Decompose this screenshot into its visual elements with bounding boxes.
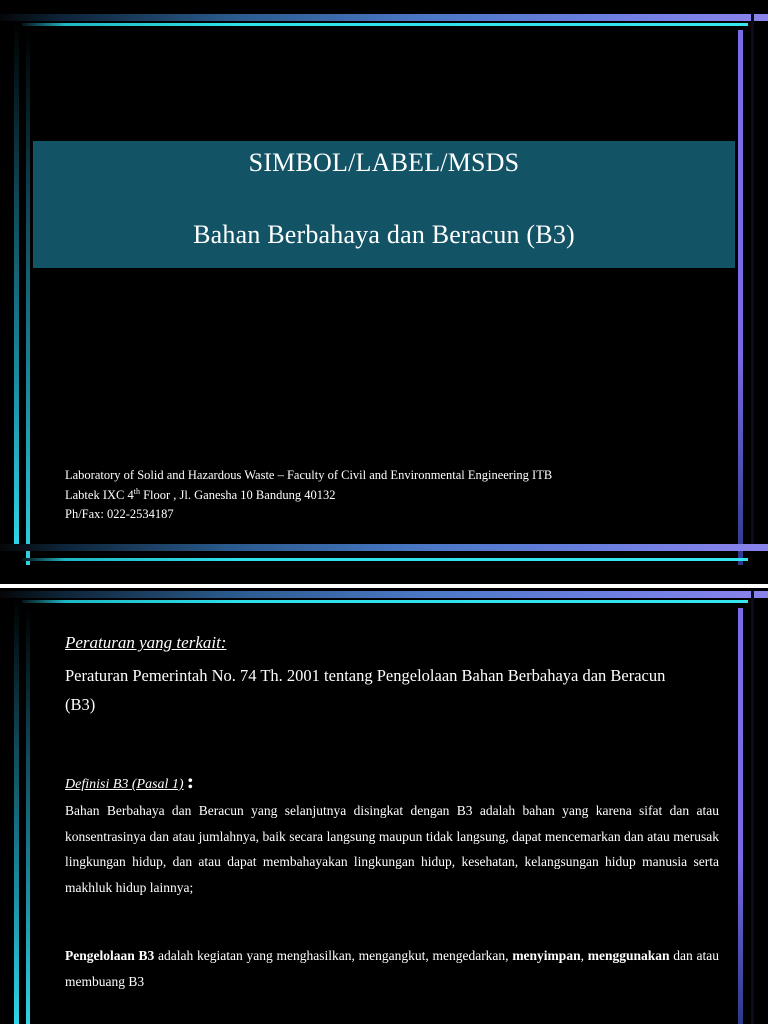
definition-heading — [65, 769, 194, 793]
top-cyan-line — [22, 23, 748, 26]
left-cyan-bar — [14, 22, 19, 544]
term-menggunakan: menggunakan — [587, 948, 670, 963]
institution-info — [65, 466, 552, 525]
management-comma: , — [580, 948, 588, 963]
definition-text: Bahan Berbahaya dan Beracun yang selanjutnya disingkat dengan B3 adalah bahan yang karena sifat dan atau konsentrasinya dan atau jumlahnya, baik secara langsung maupun tidak langsung, dapat mencemarkan dan atau merusak lingkungan hidup, dan atau dapat membahayakan lingkungan hidup, kesehatan, kelangsungan hidup manusia serta makhluk hidup lainnya; — [65, 803, 719, 895]
definition-heading-text: Definisi B3 (Pasal 1) — [65, 777, 184, 792]
right-dark-bar — [751, 14, 754, 544]
title-band — [33, 141, 735, 268]
address-part: Labtek IXC 4 — [65, 487, 134, 502]
bottom-gradient-bar — [0, 544, 768, 551]
right-violet-bar — [738, 30, 743, 565]
term-menyimpan: menyimpan — [512, 948, 581, 963]
slide-subtitle: Bahan Berbahaya dan Beracun (B3) — [193, 220, 575, 249]
address-rest: Floor , Jl. Ganesha 10 Bandung 40132 — [139, 487, 336, 502]
definition-heading-colon: : — [186, 769, 194, 793]
left-cyan-bar-inner — [26, 608, 30, 1024]
left-cyan-bar — [14, 599, 19, 1024]
top-cyan-line — [22, 600, 748, 603]
top-gradient-bar — [0, 14, 768, 21]
address-superscript: th — [133, 486, 140, 496]
right-dark-bar — [751, 591, 754, 1024]
regulation-heading: Peraturan yang terkait: — [65, 633, 227, 652]
management-definition — [65, 943, 719, 994]
term-pengelolaan: Pengelolaan B3 — [65, 948, 155, 963]
right-violet-bar — [738, 608, 743, 1024]
management-text-b: dan atau membuang B3 — [65, 948, 719, 989]
address-line — [65, 486, 552, 506]
bottom-cyan-line — [22, 558, 748, 561]
regulation-text: Peraturan Pemerintah No. 74 Th. 2001 tentang Pengelolaan Bahan Berbahaya dan Beracun (B3) — [65, 666, 666, 714]
slide-title: SIMBOL/LABEL/MSDS — [248, 148, 520, 177]
institution-name: Laboratory of Solid and Hazardous Waste – Faculty of Civil and Environmental Engineering ITB — [65, 468, 553, 482]
content-slide — [0, 588, 768, 1024]
left-cyan-bar-inner — [26, 30, 30, 565]
phone-fax: Ph/Fax: 022-2534187 — [65, 507, 174, 521]
top-gradient-bar — [0, 591, 768, 598]
management-text-a: adalah kegiatan yang menghasilkan, mengangkut, mengedarkan, — [154, 948, 513, 963]
